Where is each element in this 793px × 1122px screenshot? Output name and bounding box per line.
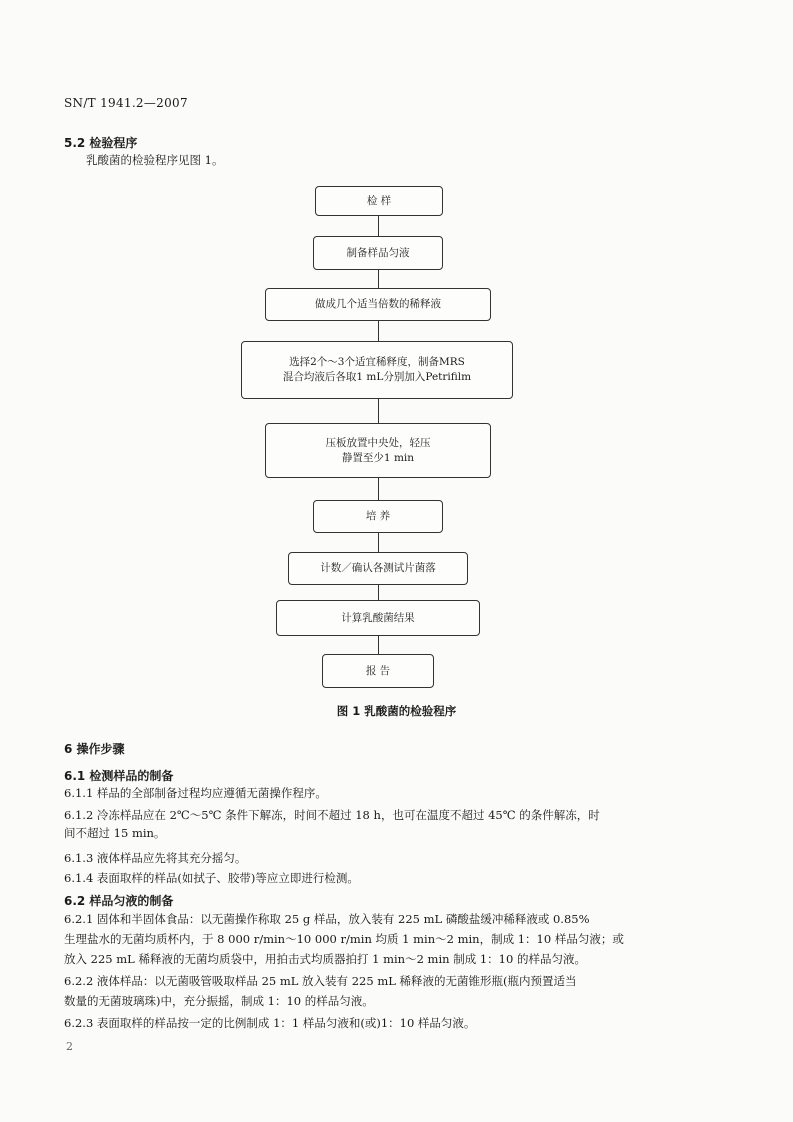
paragraph-6-2-1-line-3: 放入 225 mL 稀释液的无菌均质袋中，用拍击式均质器拍打 1 min～2 min 制成 1：10 的样品匀液。 <box>64 952 586 966</box>
section-5-2-text: 乳酸菌的检验程序见图 1。 <box>86 153 224 167</box>
section-6-1-heading: 6.1 检测样品的制备 <box>64 769 174 783</box>
paragraph-6-2-2-line-2: 数量的无菌玻璃珠)中，充分振摇，制成 1：10 的样品匀液。 <box>64 994 374 1008</box>
connector <box>378 321 379 341</box>
section-6-heading: 6 操作步骤 <box>64 742 125 756</box>
figure-caption: 图 1 乳酸菌的检验程序 <box>336 704 457 718</box>
paragraph-6-2-1-line-2: 生理盐水的无菌均质杯内，于 8 000 r/min～10 000 r/min 均质 1 min～2 min，制成 1：10 样品匀液；或 <box>64 932 624 946</box>
paragraph-6-1-2-line-2: 间不超过 15 min。 <box>64 826 166 840</box>
connector <box>378 270 379 288</box>
connector <box>378 533 379 552</box>
paragraph-6-2-3: 6.2.3 表面取样的样品按一定的比例制成 1：1 样品匀液和(或)1：10 样品匀液。 <box>64 1016 476 1030</box>
paragraph-6-1-2-line-1: 6.1.2 冷冻样品应在 2℃～5℃ 条件下解冻，时间不超过 18 h，也可在温度不超过 45℃ 的条件解冻，时 <box>64 808 600 822</box>
flow-step-prepare-homogenate: 制备样品匀液 <box>313 236 443 270</box>
connector <box>378 478 379 500</box>
page-number: 2 <box>66 1040 73 1053</box>
paragraph-6-1-3: 6.1.3 液体样品应先将其充分摇匀。 <box>64 851 247 865</box>
paragraph-6-1-1: 6.1.1 样品的全部制备过程均应遵循无菌操作程序。 <box>64 786 327 800</box>
flow-step-calculate: 计算乳酸菌结果 <box>276 600 480 636</box>
flow-step-incubate: 培 养 <box>313 500 443 533</box>
standard-code: SN/T 1941.2—2007 <box>64 96 188 110</box>
flow-step-select-dilution: 选择2个～3个适宜稀释度，制备MRS 混合均液后各取1 mL分别加入Petrifilm <box>241 341 513 399</box>
flow-step-press-plate: 压板放置中央处，轻压 静置至少1 min <box>265 423 491 478</box>
flow-step-dilutions: 做成几个适当倍数的稀释液 <box>265 288 491 321</box>
connector <box>378 636 379 654</box>
flow-step-count-colonies: 计数／确认各测试片菌落 <box>288 552 468 585</box>
connector <box>378 216 379 236</box>
section-5-2-heading: 5.2 检验程序 <box>64 136 138 150</box>
section-6-2-heading: 6.2 样品匀液的制备 <box>64 894 174 908</box>
connector <box>378 399 379 423</box>
paragraph-6-2-1-line-1: 6.2.1 固体和半固体食品：以无菌操作称取 25 g 样品，放入装有 225 mL 磷酸盐缓冲稀释液或 0.85% <box>64 912 590 926</box>
paragraph-6-1-4: 6.1.4 表面取样的样品(如拭子、胶带)等应立即进行检测。 <box>64 871 359 885</box>
connector <box>378 585 379 600</box>
flow-step-report: 报 告 <box>322 654 434 688</box>
flow-step-sampling: 检 样 <box>315 186 443 216</box>
paragraph-6-2-2-line-1: 6.2.2 液体样品：以无菌吸管吸取样品 25 mL 放入装有 225 mL 稀释液的无菌锥形瓶(瓶内预置适当 <box>64 974 577 988</box>
